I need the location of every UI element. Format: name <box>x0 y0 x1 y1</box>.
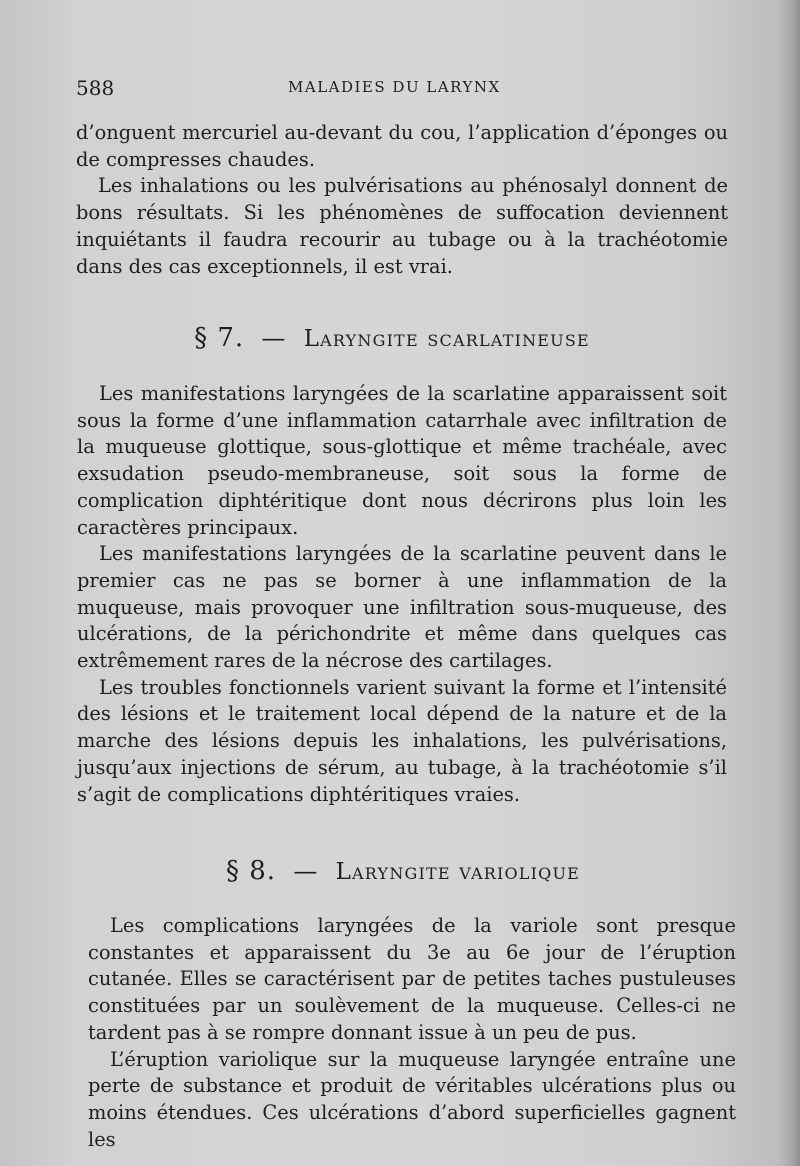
paragraph: d’onguent mercuriel au-devant du cou, l’application d’éponges ou de compresses chaudes. <box>76 121 728 171</box>
section-number: § 8. <box>225 856 277 886</box>
text-block-1 <box>76 120 728 280</box>
section-number: § 7. <box>194 323 245 353</box>
page-header <box>76 76 726 106</box>
section-title: Laryngite variolique <box>335 859 581 885</box>
page-number: 588 <box>76 76 115 100</box>
section-dash: — <box>261 324 287 352</box>
paragraph: Les manifestations laryngées de la scarlatine apparaissent soit sous la forme d’une inflammation catarrhale avec infiltration de la muqueuse glottique, sous-glottique et même trachéale, avec exsudation pseudo-membraneuse, soit sous la forme de complication diphtéritique dont nous décrirons plus loin les caractères principaux. <box>77 382 727 539</box>
paragraph: L’éruption variolique sur la muqueuse laryngée entraîne une perte de substance et produit de véritables ulcérations plus ou moins étendues. Ces ulcérations d’abord superficielles gagnent les <box>88 1047 736 1151</box>
paragraph: Les inhalations ou les pulvérisations au phénosalyl donnent de bons résultats. Si les phénomènes de suffocation deviennent inquiétants il faudra recourir au tubage ou à la trachéotomie dans des cas exceptionnels, il est vrai. <box>76 174 728 278</box>
text-block-2 <box>77 381 727 808</box>
paragraph: Les complications laryngées de la variole sont presque constantes et apparaissent du 3e au 6e jour de l’éruption cutanée. Elles se caractérisent par de petites taches pustuleuses constituées par un soulèvement de la muqueuse. Celles-ci ne tardent pas à se rompre donnant issue à un peu de pus. <box>88 914 736 1044</box>
running-title: MALADIES DU LARYNX <box>288 78 501 96</box>
section-title: Laryngite scarlatineuse <box>303 326 590 352</box>
text-block-3 <box>88 913 736 1153</box>
section-heading-7 <box>0 323 792 353</box>
page-edge-shadow <box>778 0 800 1166</box>
paragraph: Les manifestations laryngées de la scarlatine peuvent dans le premier cas ne pas se borner à une inflammation de la muqueuse, mais provoquer une infiltration sous-muqueuse, des ulcérations, de la périchondrite et même dans quelques cas extrêmement rares de la nécrose des cartilages. <box>77 542 727 673</box>
paragraph: Les troubles fonctionnels varient suivant la forme et l’intensité des lésions et le traitement local dépend de la nature et de la marche des lésions depuis les inhalations, les pulvérisations, jusqu’aux injections de sérum, au tubage, à la trachéotomie s’il s’agit de complications diphtéritiques vraies. <box>77 675 727 806</box>
section-heading-8 <box>3 856 800 886</box>
section-dash: — <box>293 857 319 885</box>
